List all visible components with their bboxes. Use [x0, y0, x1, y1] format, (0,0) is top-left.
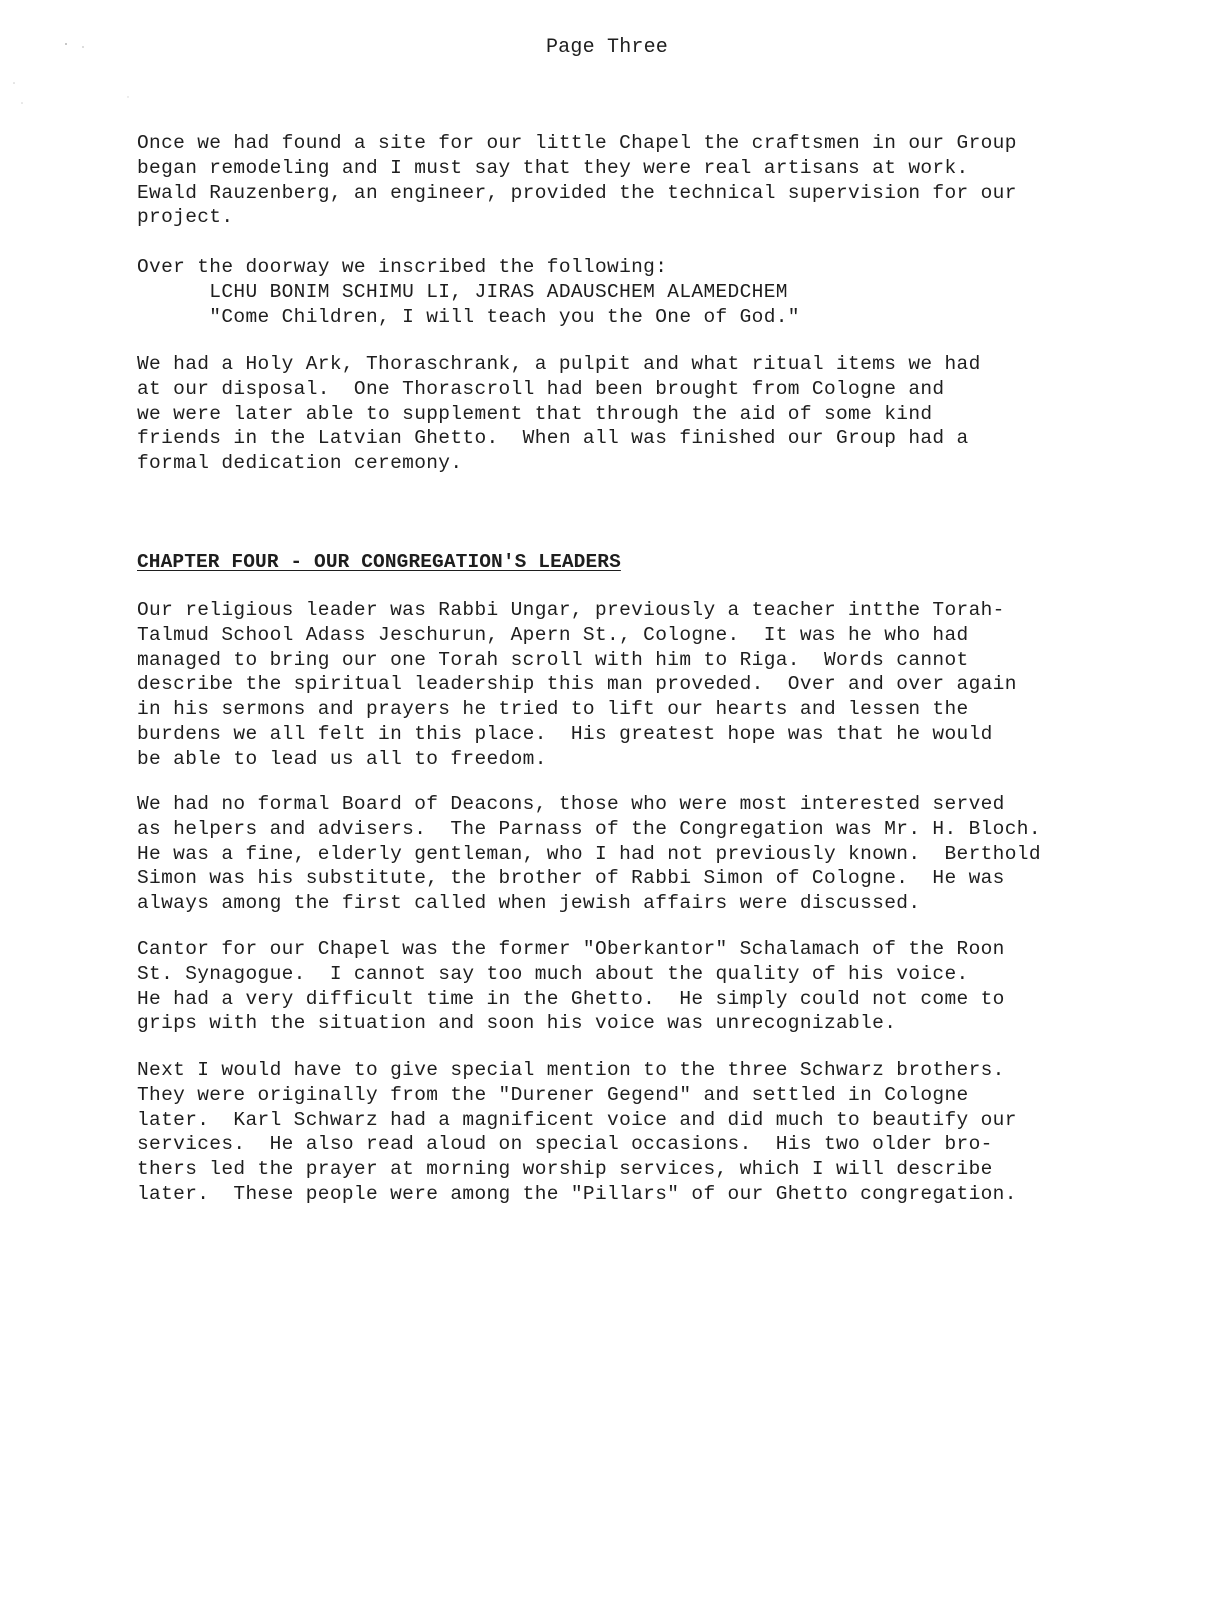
paragraph-doorway-inscription: Over the doorway we inscribed the following: LCHU BONIM SCHIMU LI, JIRAS ADAUSCHEM ALAMEDCHEM "Come Children, I will teach you the One of God."	[137, 256, 800, 328]
paragraph-chapel-remodeling: Once we had found a site for our little Chapel the craftsmen in our Group began remodeling and I must say that they were real artisans at work. Ewald Rauzenberg, an engineer, provided the technical supervision for our project.	[137, 132, 1017, 229]
paragraph-rabbi-ungar: Our religious leader was Rabbi Ungar, previously a teacher intthe Torah- Talmud School Adass Jeschurun, Apern St., Cologne. It was he who had managed to bring our one Torah scroll with him to Riga. Words cannot describe the spiritual leadership this man proveded. Over and over again in his sermons and prayers he tried to lift our hearts and lessen the burdens we all felt in this place. His greatest hope was that he would be able to lead us all to freedom.	[137, 599, 1017, 770]
paragraph-board-of-deacons: We had no formal Board of Deacons, those who were most interested served as helpers and advisers. The Parnass of the Congregation was Mr. H. Bloch. He was a fine, elderly gentleman, who I had not previously known. Berthold Simon was his substitute, the brother of Rabbi Simon of Cologne. He was always among the first called when jewish affairs were discussed.	[137, 793, 1041, 915]
paragraph-cantor: Cantor for our Chapel was the former "Oberkantor" Schalamach of the Roon St. Synagogue. I cannot say too much about the quality of his voice. He had a very difficult time in the Ghetto. He simply could not come to grips with the situation and soon his voice was unrecognizable.	[137, 938, 1005, 1035]
paragraph-holy-ark: We had a Holy Ark, Thoraschrank, a pulpit and what ritual items we had at our disposal. One Thorascroll had been brought from Cologne and we were later able to supplement that through the aid of some kind friends in the Latvian Ghetto. When all was finished our Group had a formal dedication ceremony.	[137, 353, 981, 475]
paragraph-schwarz-brothers: Next I would have to give special mention to the three Schwarz brothers. They were originally from the "Durener Gegend" and settled in Cologne later. Karl Schwarz had a magnificent voice and did much to beautify our services. He also read aloud on special occasions. His two older bro- thers led the prayer at morning worship services, which I will describe later. These people were among the "Pillars" of our Ghetto congregation.	[137, 1059, 1017, 1205]
page-header: Page Three	[545, 36, 669, 59]
chapter-heading: CHAPTER FOUR - OUR CONGREGATION'S LEADERS	[137, 551, 621, 573]
